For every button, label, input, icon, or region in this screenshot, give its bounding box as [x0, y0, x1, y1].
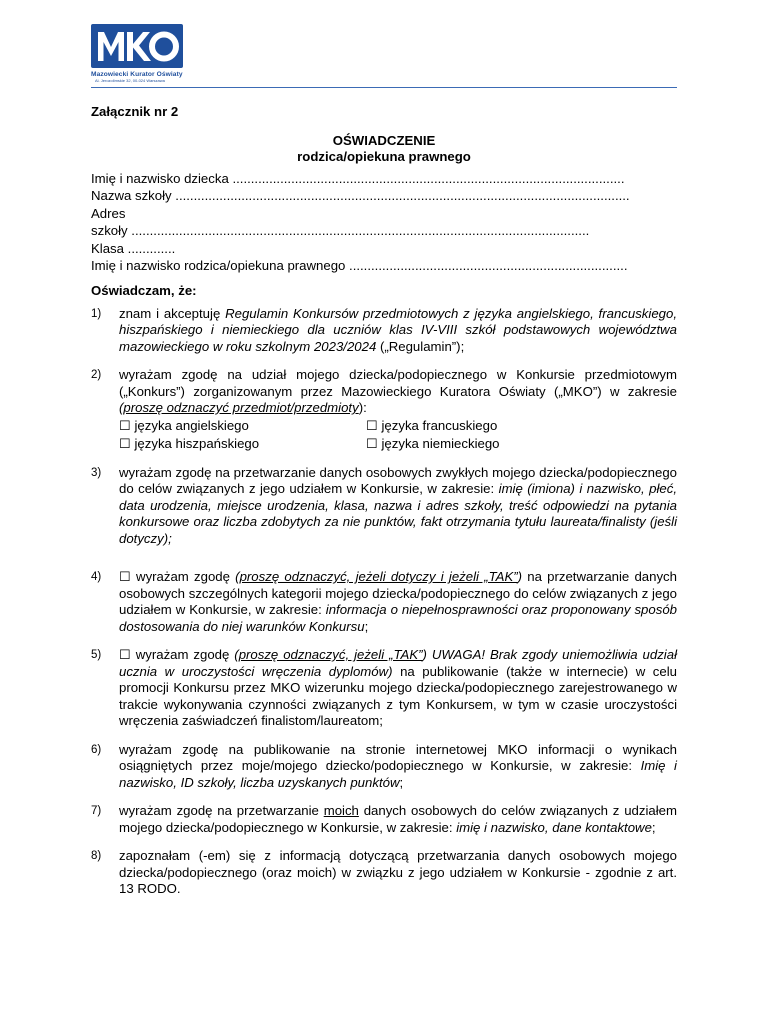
item-text[interactable]: [119, 569, 677, 635]
item4-paren-close: ): [517, 569, 523, 585]
item-text: [119, 367, 677, 453]
declaration-item-4: [91, 569, 677, 635]
item7-text-a: wyrażam zgodę na przetwarzanie: [119, 803, 324, 819]
item2-paren-close: ):: [358, 400, 367, 416]
item7-end: ;: [651, 819, 656, 835]
class-field[interactable]: Klasa .............: [91, 240, 176, 256]
item4-text-b: na przetwarzanie danych osobowych szczególnych kategorii mojego dziecka/podopiecznego do celów związanych z jego udziałem w Konkursie, w zakresie:: [119, 569, 677, 618]
item4-data-scope: informacja o niepełnosprawności oraz proponowany sposób dostosowania do niej warunków Konkursu: [119, 602, 677, 634]
declaration-item-6: [91, 742, 677, 792]
title-line-1: OŚWIADCZENIE: [332, 132, 436, 148]
item-number: 3): [91, 466, 102, 479]
item-number: 1): [91, 307, 102, 320]
item-text: [119, 742, 677, 792]
mko-letters-icon: [94, 27, 180, 65]
document-title: [91, 133, 677, 166]
item-number: 4): [91, 571, 102, 584]
mko-logo: [91, 24, 191, 83]
item7-data-scope: imię i nazwisko, dane kontaktowe: [456, 819, 652, 835]
item-text: zapoznałam (-em) się z informacją dotyczącą przetwarzania danych osobowych mojego dziecka/podopiecznego (oraz moich) w związku z jego udziałem w Konkursie - zgodnie z art. 13 RODO.: [119, 848, 677, 897]
checkbox-english[interactable]: ☐ języka angielskiego: [119, 417, 249, 433]
declaration-list: [91, 306, 677, 898]
item-text[interactable]: [119, 647, 677, 730]
declaration-heading: Oświadczam, że:: [91, 283, 197, 299]
item-number: 7): [91, 805, 102, 818]
item2-text-a: wyrażam zgodę na udział mojego dziecka/podopiecznego w Konkursie przedmiotowym („Konkurs”) zorganizowanym przez Mazowieckiego Kuratora Oświaty („MKO”) w zakresie: [119, 367, 677, 399]
title-line-2: rodzica/opiekuna prawnego: [297, 149, 471, 164]
declaration-item-3: [91, 465, 677, 548]
logo-mark-icon: [91, 24, 183, 68]
item6-text-a: wyrażam zgodę na publikowanie na stronie internetowej MKO informacji o wynikach osiągniętych przez moje/mojego dziecko/podopiecznego w Konkursie, w zakresie:: [119, 741, 677, 774]
item7-underlined: moich: [323, 803, 359, 819]
item6-data-scope: Imię i nazwisko, ID szkoły, liczba uzyskanych punktów: [119, 758, 677, 790]
item-number: 6): [91, 743, 102, 756]
attachment-number: Załącznik nr 2: [91, 104, 179, 119]
document-body: [91, 104, 677, 910]
logo-name: Mazowiecki Kurator Oświaty: [91, 71, 183, 78]
item-text: [119, 306, 677, 356]
item7-text-b: danych osobowych do celów związanych z udziałem mojego dziecka/podopiecznego w Konkursie, w zakresie:: [119, 803, 677, 835]
checkbox-spanish[interactable]: ☐ języka hiszpańskiego: [119, 435, 260, 451]
item4-instruction: proszę odznaczyć, jeżeli dotyczy i jeżeli „TAK”: [239, 569, 518, 585]
item3-data-scope: imię (imiona) i nazwisko, płeć, data urodzenia, miejsce urodzenia, klasa, nazwa i adres szkoły, treść odpowiedzi na pytania konkursowe oraz liczba zdobytych za nie punktów, fakt otrzymania tytułu laureata/finalisty (jeśli dotyczy);: [119, 481, 677, 546]
item2-paren-open: (: [119, 400, 124, 416]
item1-regulation-title: Regulamin Konkursów przedmiotowych z języka angielskiego, francuskiego, hiszpańskiego i niemieckiego dla uczniów klas IV-VIII szkół podstawowych województwa mazowieckiego w roku szkolnym 2023/2024: [119, 305, 677, 354]
declaration-item-7: [91, 803, 677, 836]
item-number: 5): [91, 649, 102, 662]
item4-consent-checkbox[interactable]: ☐ wyrażam zgodę: [119, 569, 236, 585]
item5-consent-checkbox[interactable]: ☐ wyrażam zgodę: [119, 647, 235, 663]
child-name-field[interactable]: Imię i nazwisko dziecka ...........................................................................................................: [91, 170, 625, 186]
school-address-label: Adres: [91, 205, 126, 221]
form-fields: [91, 170, 677, 276]
declaration-item-2: [91, 367, 677, 453]
item-number: 8): [91, 850, 102, 863]
item2-instruction: proszę odznaczyć przedmiot/przedmioty: [123, 400, 359, 416]
item-number: 2): [91, 369, 102, 382]
item5-text-b: na publikowanie (także w internecie) w celu promocji Konkursu przez MKO wizerunku mojego dziecka/podopiecznego zarejestrowanego w trakcie wykonywania czynności związanych z tym Konkursem, w tym w czasie uroczystości wręczenia zaświadczeń finalistom/laureatom;: [119, 663, 677, 729]
declaration-item-1: [91, 306, 677, 356]
parent-name-field[interactable]: Imię i nazwisko rodzica/opiekuna prawnego ............................................................................: [91, 258, 628, 274]
checkbox-french[interactable]: ☐ języka francuskiego: [366, 417, 498, 433]
declaration-item-8: [91, 848, 677, 898]
checkbox-german[interactable]: ☐ języka niemieckiego: [366, 435, 500, 451]
item-text: [119, 803, 677, 836]
item4-paren-open: (: [235, 569, 240, 585]
item5-warning: ) UWAGA! Brak zgody uniemożliwia udział ucznia w uroczystości wręczenia dyplomów): [119, 647, 678, 679]
subject-options: [119, 417, 677, 453]
item4-end: ;: [364, 618, 369, 634]
logo-address: Al. Jerozolimskie 32, 00-024 Warszawa: [95, 78, 165, 83]
declaration-item-5: [91, 647, 677, 730]
item6-end: ;: [399, 774, 404, 790]
header-divider: [91, 87, 677, 88]
item5-instruction: proszę odznaczyć, jeżeli „TAK”: [238, 647, 423, 663]
school-address-field[interactable]: szkoły .............................................................................................................................: [91, 223, 590, 239]
item-text: [119, 465, 677, 548]
item1-text-b: („Regulamin”);: [376, 338, 465, 354]
item5-paren-open: (: [234, 647, 239, 663]
item1-text-a: znam i akceptuję: [119, 305, 226, 321]
item3-text-a: wyrażam zgodę na przetwarzanie danych osobowych zwykłych mojego dziecka/podopiecznego do celów związanych z jego udziałem w Konkursie, w zakresie:: [119, 464, 677, 497]
school-name-field[interactable]: Nazwa szkoły ............................................................................................................................: [91, 188, 630, 204]
